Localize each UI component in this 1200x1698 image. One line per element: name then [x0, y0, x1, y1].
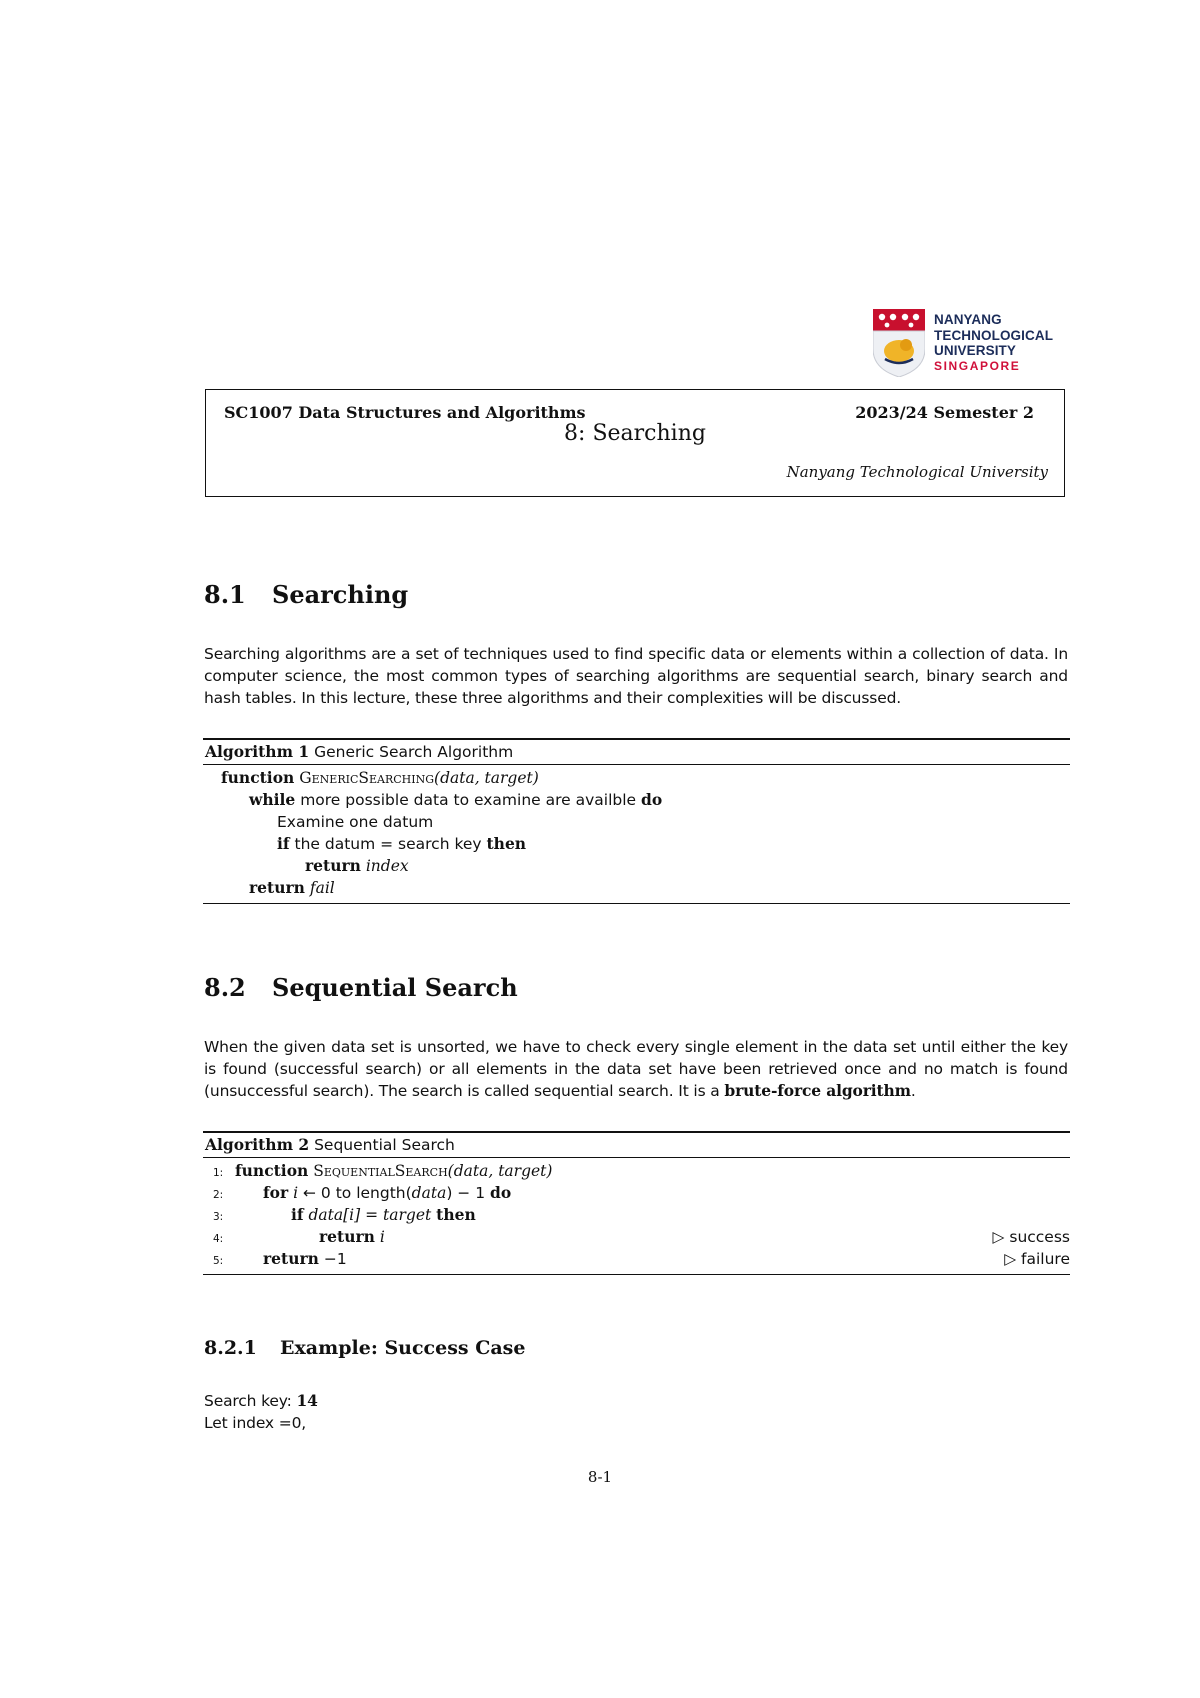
lecture-title: 8: Searching — [564, 421, 706, 446]
algo1-line-4: if the datum = search key then — [277, 834, 527, 853]
lecture-header-box — [205, 389, 1065, 497]
comment-success: ▷ success — [992, 1228, 1070, 1246]
algo2-line-5: 5: return −1 ▷ failure — [213, 1249, 1070, 1268]
example-search-key: Search key: 14 — [204, 1391, 318, 1410]
page-number: 8-1 — [587, 1468, 613, 1486]
algorithm-2-block — [203, 1131, 1070, 1275]
algorithm-2-caption: Algorithm 2 Sequential Search — [203, 1133, 1070, 1158]
institution-name: Nanyang Technological University — [786, 463, 1048, 481]
paragraph-sequential-search: When the given data set is unsorted, we have to check every single element in the data set until either the key is found (successful search) or all elements in the data set have been retrieved once and no match is found (unsuccessful search). The search is called sequential search. It is a brute-force algorithm. — [204, 1038, 1068, 1100]
algo2-line-1: 1: function SequentialSearch(data, target) — [213, 1161, 553, 1180]
algo2-line-4: 4: return i ▷ success — [213, 1227, 1070, 1246]
ntu-logo — [873, 309, 1063, 377]
logo-wordmark: NANYANG TECHNOLOGICAL UNIVERSITY SINGAPORE — [934, 312, 1054, 373]
ntu-crest-icon — [873, 309, 925, 377]
comment-failure: ▷ failure — [1004, 1250, 1070, 1268]
algo1-line-5: return index — [305, 856, 409, 875]
algorithm-1-caption: Algorithm 1 Generic Search Algorithm — [203, 740, 1070, 765]
algo2-line-2: 2: for i ← 0 to length(data) − 1 do — [213, 1183, 512, 1202]
section-heading-8-2: 8.2 Sequential Search — [204, 973, 518, 1002]
example-index-line: Let index =0, — [204, 1414, 307, 1432]
algo1-line-2: while more possible data to examine are availble do — [249, 790, 663, 809]
subsection-heading-8-2-1: 8.2.1 Example: Success Case — [204, 1337, 526, 1359]
algo1-line-1: function GenericSearching(data, target) — [221, 768, 539, 787]
section-heading-8-1: 8.1 Searching — [204, 580, 409, 609]
algo2-line-3: 3: if data[i] = target then — [213, 1205, 476, 1224]
semester-label: 2023/24 Semester 2 — [855, 403, 1034, 422]
course-title: SC1007 Data Structures and Algorithms — [224, 403, 586, 422]
algo1-line-3: Examine one datum — [277, 813, 434, 831]
algo1-line-6: return fail — [249, 878, 335, 897]
paragraph-intro: Searching algorithms are a set of techniques used to find specific data or elements within a collection of data. In computer science, the most common types of searching algorithms are sequential search, binary search and hash tables. In this lecture, these three algorithms and their complexities will be discussed. — [204, 645, 1068, 707]
algorithm-1-block — [203, 738, 1070, 904]
